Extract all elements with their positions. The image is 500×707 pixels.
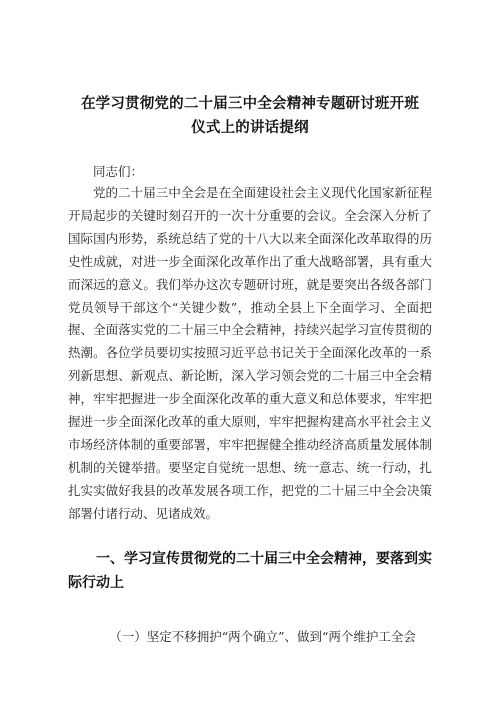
document-title-line-1: 在学习贯彻党的二十届三中全会精神专题研讨班开班 (80, 96, 420, 112)
subsection-heading-1: （一）坚定不移拥护“两个确立”、做到“两个维护工全会 (109, 629, 416, 644)
salutation: 同志们： (93, 164, 144, 179)
intro-paragraph: 党的二十届三中全会是在全面建设社会主义现代化国家新征程开局起步的关键时刻召开的一次十分重要的会议。全会深入分析了国际国内形势，系统总结了党的十八大以来全面深化改革取得的历史性成就，对进一步全面深化改革作出了重大战略部署，具有重大而深远的意义。我们举办这次专题研讨班，就是要突出各级各部门党员领导干部这个“关键少数”，推动全县上下全面学习、全面把握、全面落实党的二十届三中全会精神，持续兴起学习宣传贯彻的热潮。各位学员要切实按照习近平总书记关于全面深化改革的一系列新思想、新观点、新论断，深入学习领会党的二十届三中全会精神，牢牢把握进一步全面深化改革的重大意义和总体要求，牢牢把握进一步全面深化改革的重大原则，牢牢把握构建高水平社会主义市场经济体制的重要部署，牢牢把握健全推动经济高质量发展体制机制的关键举措。要坚定自觉统一思想、统一意志、统一行动，扎扎实实做好我县的改革发展各项工作，把党的二十届三中全会决策部署付诸行动、见诸成效。 (68, 185, 432, 521)
document-title-line-2: 仪式上的讲话提纲 (191, 120, 309, 136)
section-heading-1: 一、学习宣传贯彻党的二十届三中全会精神，要落到实际行动上 (68, 551, 432, 591)
